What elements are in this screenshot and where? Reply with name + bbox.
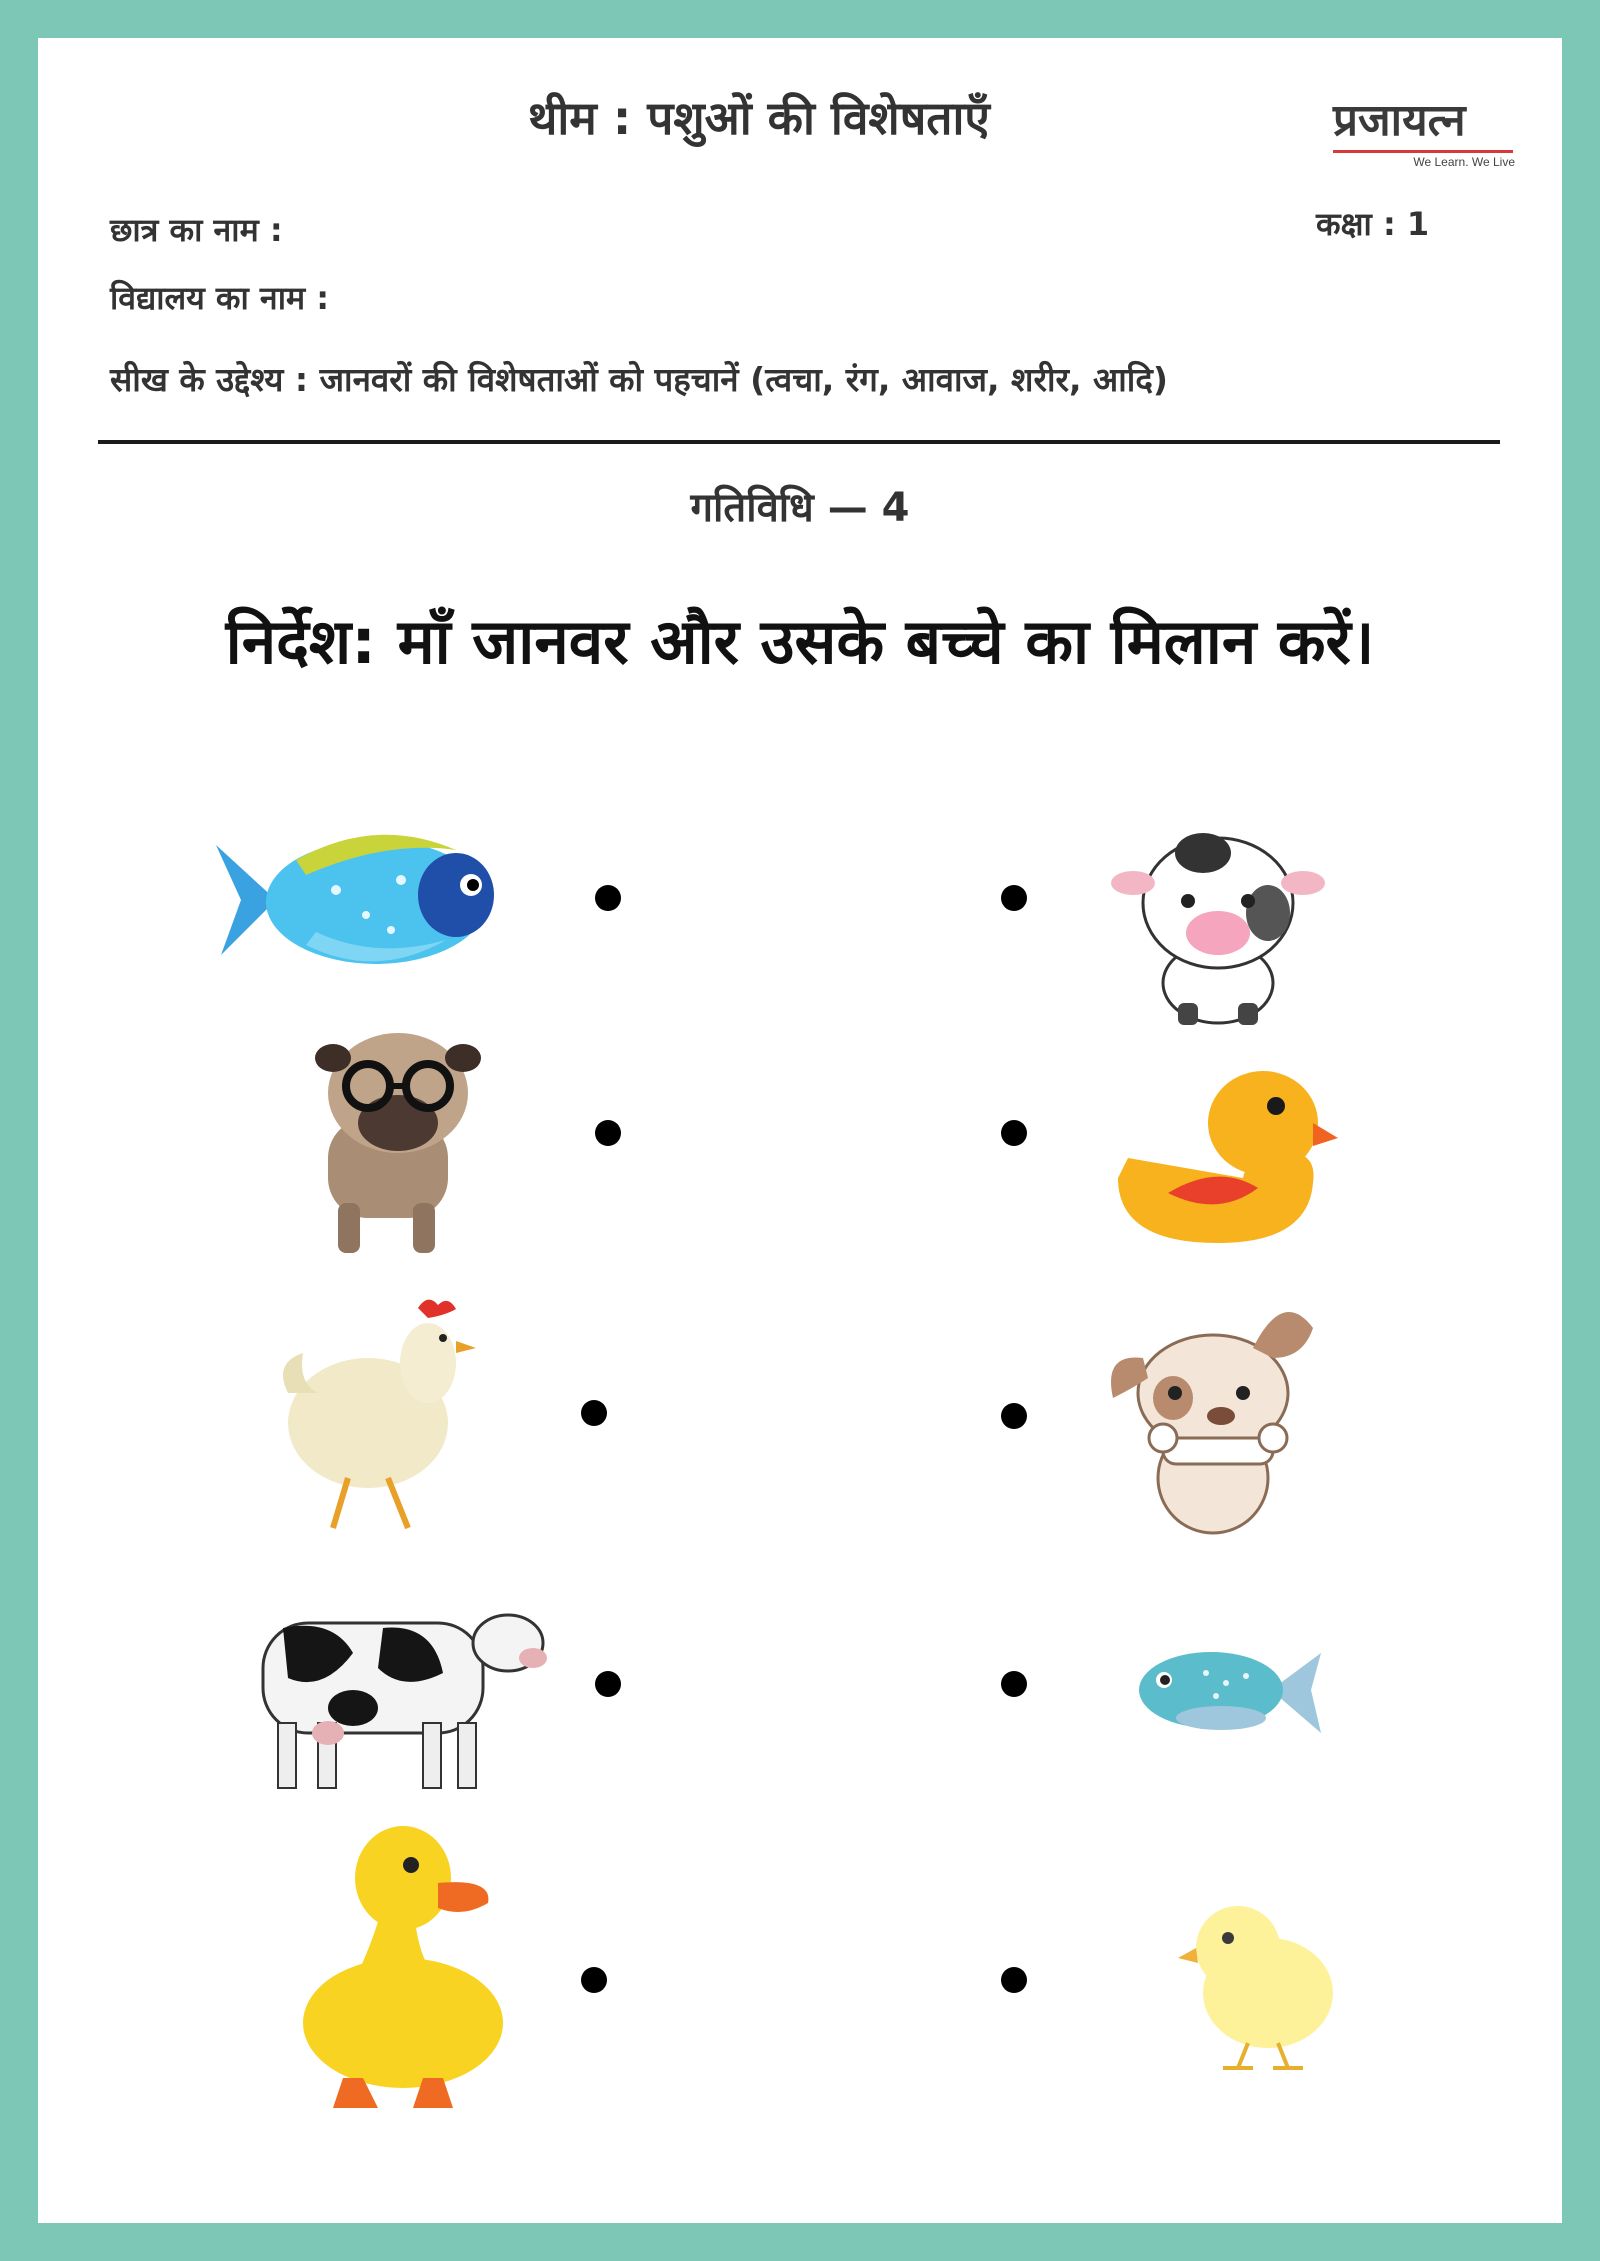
right-match-dot-duckling[interactable] xyxy=(1001,1120,1027,1146)
right-match-dot-puppy[interactable] xyxy=(1001,1403,1027,1429)
left-match-dot-dog[interactable] xyxy=(595,1120,621,1146)
left-match-dot-cow[interactable] xyxy=(595,1671,621,1697)
small-fish-image xyxy=(1136,1638,1321,1743)
duckling-image xyxy=(1108,1068,1338,1248)
left-match-dot-duck[interactable] xyxy=(581,1967,607,1993)
learning-objective: सीख के उद्देश्य : जानवरों की विशेषताओं को पहचानें (त्वचा, रंग, आवाज, शरीर, आदि) xyxy=(110,360,1168,399)
theme-title: थीम : पशुओं की विशेषताएँ xyxy=(528,91,990,145)
fish-image xyxy=(216,820,516,980)
dog-image xyxy=(293,1028,523,1258)
logo-underline xyxy=(1333,150,1513,153)
worksheet-page xyxy=(38,38,1562,2223)
school-name-label: विद्यालय का नाम : xyxy=(110,279,330,317)
cow-image xyxy=(243,1583,553,1793)
left-match-dot-hen[interactable] xyxy=(581,1400,607,1426)
left-match-dot-fish[interactable] xyxy=(595,885,621,911)
logo-text: प्रजायत्न xyxy=(1333,95,1466,146)
right-match-dot-calf[interactable] xyxy=(1001,885,1027,911)
class-label: कक्षा : 1 xyxy=(1316,205,1430,243)
chick-image xyxy=(1178,1893,1338,2073)
activity-title: गतिविधि — 4 xyxy=(690,485,910,531)
calf-image xyxy=(1118,823,1318,1028)
puppy-image xyxy=(1103,1298,1323,1538)
right-match-dot-small-fish[interactable] xyxy=(1001,1671,1027,1697)
logo-tagline: We Learn. We Live xyxy=(1413,155,1515,169)
brand-logo xyxy=(1333,88,1523,169)
duck-image xyxy=(293,1823,533,2113)
right-match-dot-chick[interactable] xyxy=(1001,1967,1027,1993)
student-name-label: छात्र का नाम : xyxy=(110,211,283,249)
header-divider xyxy=(98,440,1500,444)
instruction-text: निर्देश: माँ जानवर और उसके बच्चे का मिलान करें। xyxy=(225,605,1375,678)
hen-image xyxy=(278,1293,498,1533)
